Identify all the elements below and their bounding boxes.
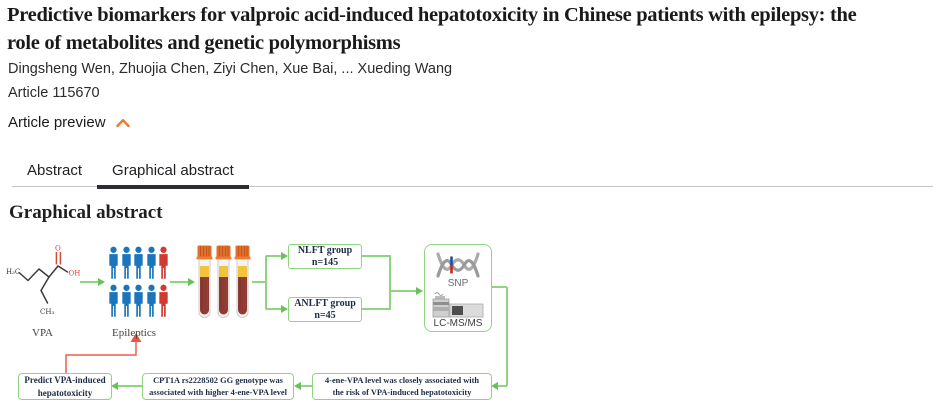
vpa-chemical-structure xyxy=(4,241,80,329)
lcms-instrument-icon xyxy=(431,291,485,318)
vpa-caption: VPA xyxy=(32,327,53,339)
anlft-group-line2: n=45 xyxy=(314,309,336,321)
article-preview-label: Article preview xyxy=(8,114,106,131)
snp-lcms-box xyxy=(424,244,492,332)
hydroxyl-oh-label: OH xyxy=(68,269,80,278)
genotype-finding-box xyxy=(142,373,294,400)
article-title[interactable] xyxy=(7,1,937,57)
person-icon xyxy=(107,283,120,319)
tab-graphical-abstract[interactable]: Graphical abstract xyxy=(97,160,249,186)
person-icon xyxy=(120,283,133,319)
epileptics-caption: Epileptics xyxy=(112,327,156,339)
carbonyl-o-label: O xyxy=(55,244,61,253)
snp-label: SNP xyxy=(447,278,469,289)
anlft-group-box xyxy=(288,297,362,322)
person-icon xyxy=(145,245,158,281)
person-icon xyxy=(132,283,145,319)
dna-helix-icon xyxy=(435,251,481,279)
blood-tubes xyxy=(196,245,251,320)
tab-abstract[interactable]: Abstract xyxy=(27,162,83,179)
article-title-line2: role of metabolites and genetic polymorphisms xyxy=(7,32,401,54)
person-icon xyxy=(157,283,170,319)
level-box-line2: the risk of VPA-induced hepatotoxicity xyxy=(332,387,472,397)
nlft-group-line1: NLFT group xyxy=(297,244,353,256)
person-icon xyxy=(157,245,170,281)
preview-tabs xyxy=(12,160,933,187)
nlft-group-box xyxy=(288,244,362,269)
predict-box-line2: hepatotoxicity xyxy=(37,387,93,398)
level-box-line1: 4-ene-VPA level was closely associated with xyxy=(324,376,480,386)
person-icon xyxy=(145,283,158,319)
person-icon xyxy=(120,245,133,281)
anlft-group-line1: ANLFT group xyxy=(294,297,356,309)
predict-hepatotoxicity-box xyxy=(18,373,112,400)
article-number: Article 115670 xyxy=(8,85,100,101)
ch3-label: CH₃ xyxy=(40,308,55,316)
chevron-up-icon xyxy=(116,118,130,128)
genotype-box-line1: CPT1A rs2228502 GG genotype was xyxy=(153,376,283,386)
person-icon xyxy=(107,245,120,281)
person-row xyxy=(107,245,170,282)
blood-tube-icon xyxy=(234,245,251,320)
graphical-abstract-figure xyxy=(0,233,544,416)
predict-box-line1: Predict VPA-induced xyxy=(24,375,106,386)
section-heading: Graphical abstract xyxy=(9,202,163,223)
article-preview-toggle[interactable] xyxy=(8,114,130,131)
vpa-level-finding-box xyxy=(312,373,492,400)
epileptics-group xyxy=(107,245,170,320)
article-title-line1: Predictive biomarkers for valproic acid-induced hepatotoxicity in Chinese patients with epilepsy: the xyxy=(7,4,857,26)
genotype-box-line2: associated with higher 4-ene-VPA level xyxy=(149,387,287,397)
blood-tube-icon xyxy=(215,245,232,320)
author-list: Dingsheng Wen, Zhuojia Chen, Ziyi Chen, Xue Bai, ... Xueding Wang xyxy=(8,61,453,77)
h3c-label: H₃C xyxy=(6,268,21,276)
person-row xyxy=(107,283,170,320)
person-icon xyxy=(132,245,145,281)
nlft-group-line2: n=145 xyxy=(311,256,339,268)
lcms-label: LC-MS/MS xyxy=(433,318,483,329)
blood-tube-icon xyxy=(196,245,213,320)
